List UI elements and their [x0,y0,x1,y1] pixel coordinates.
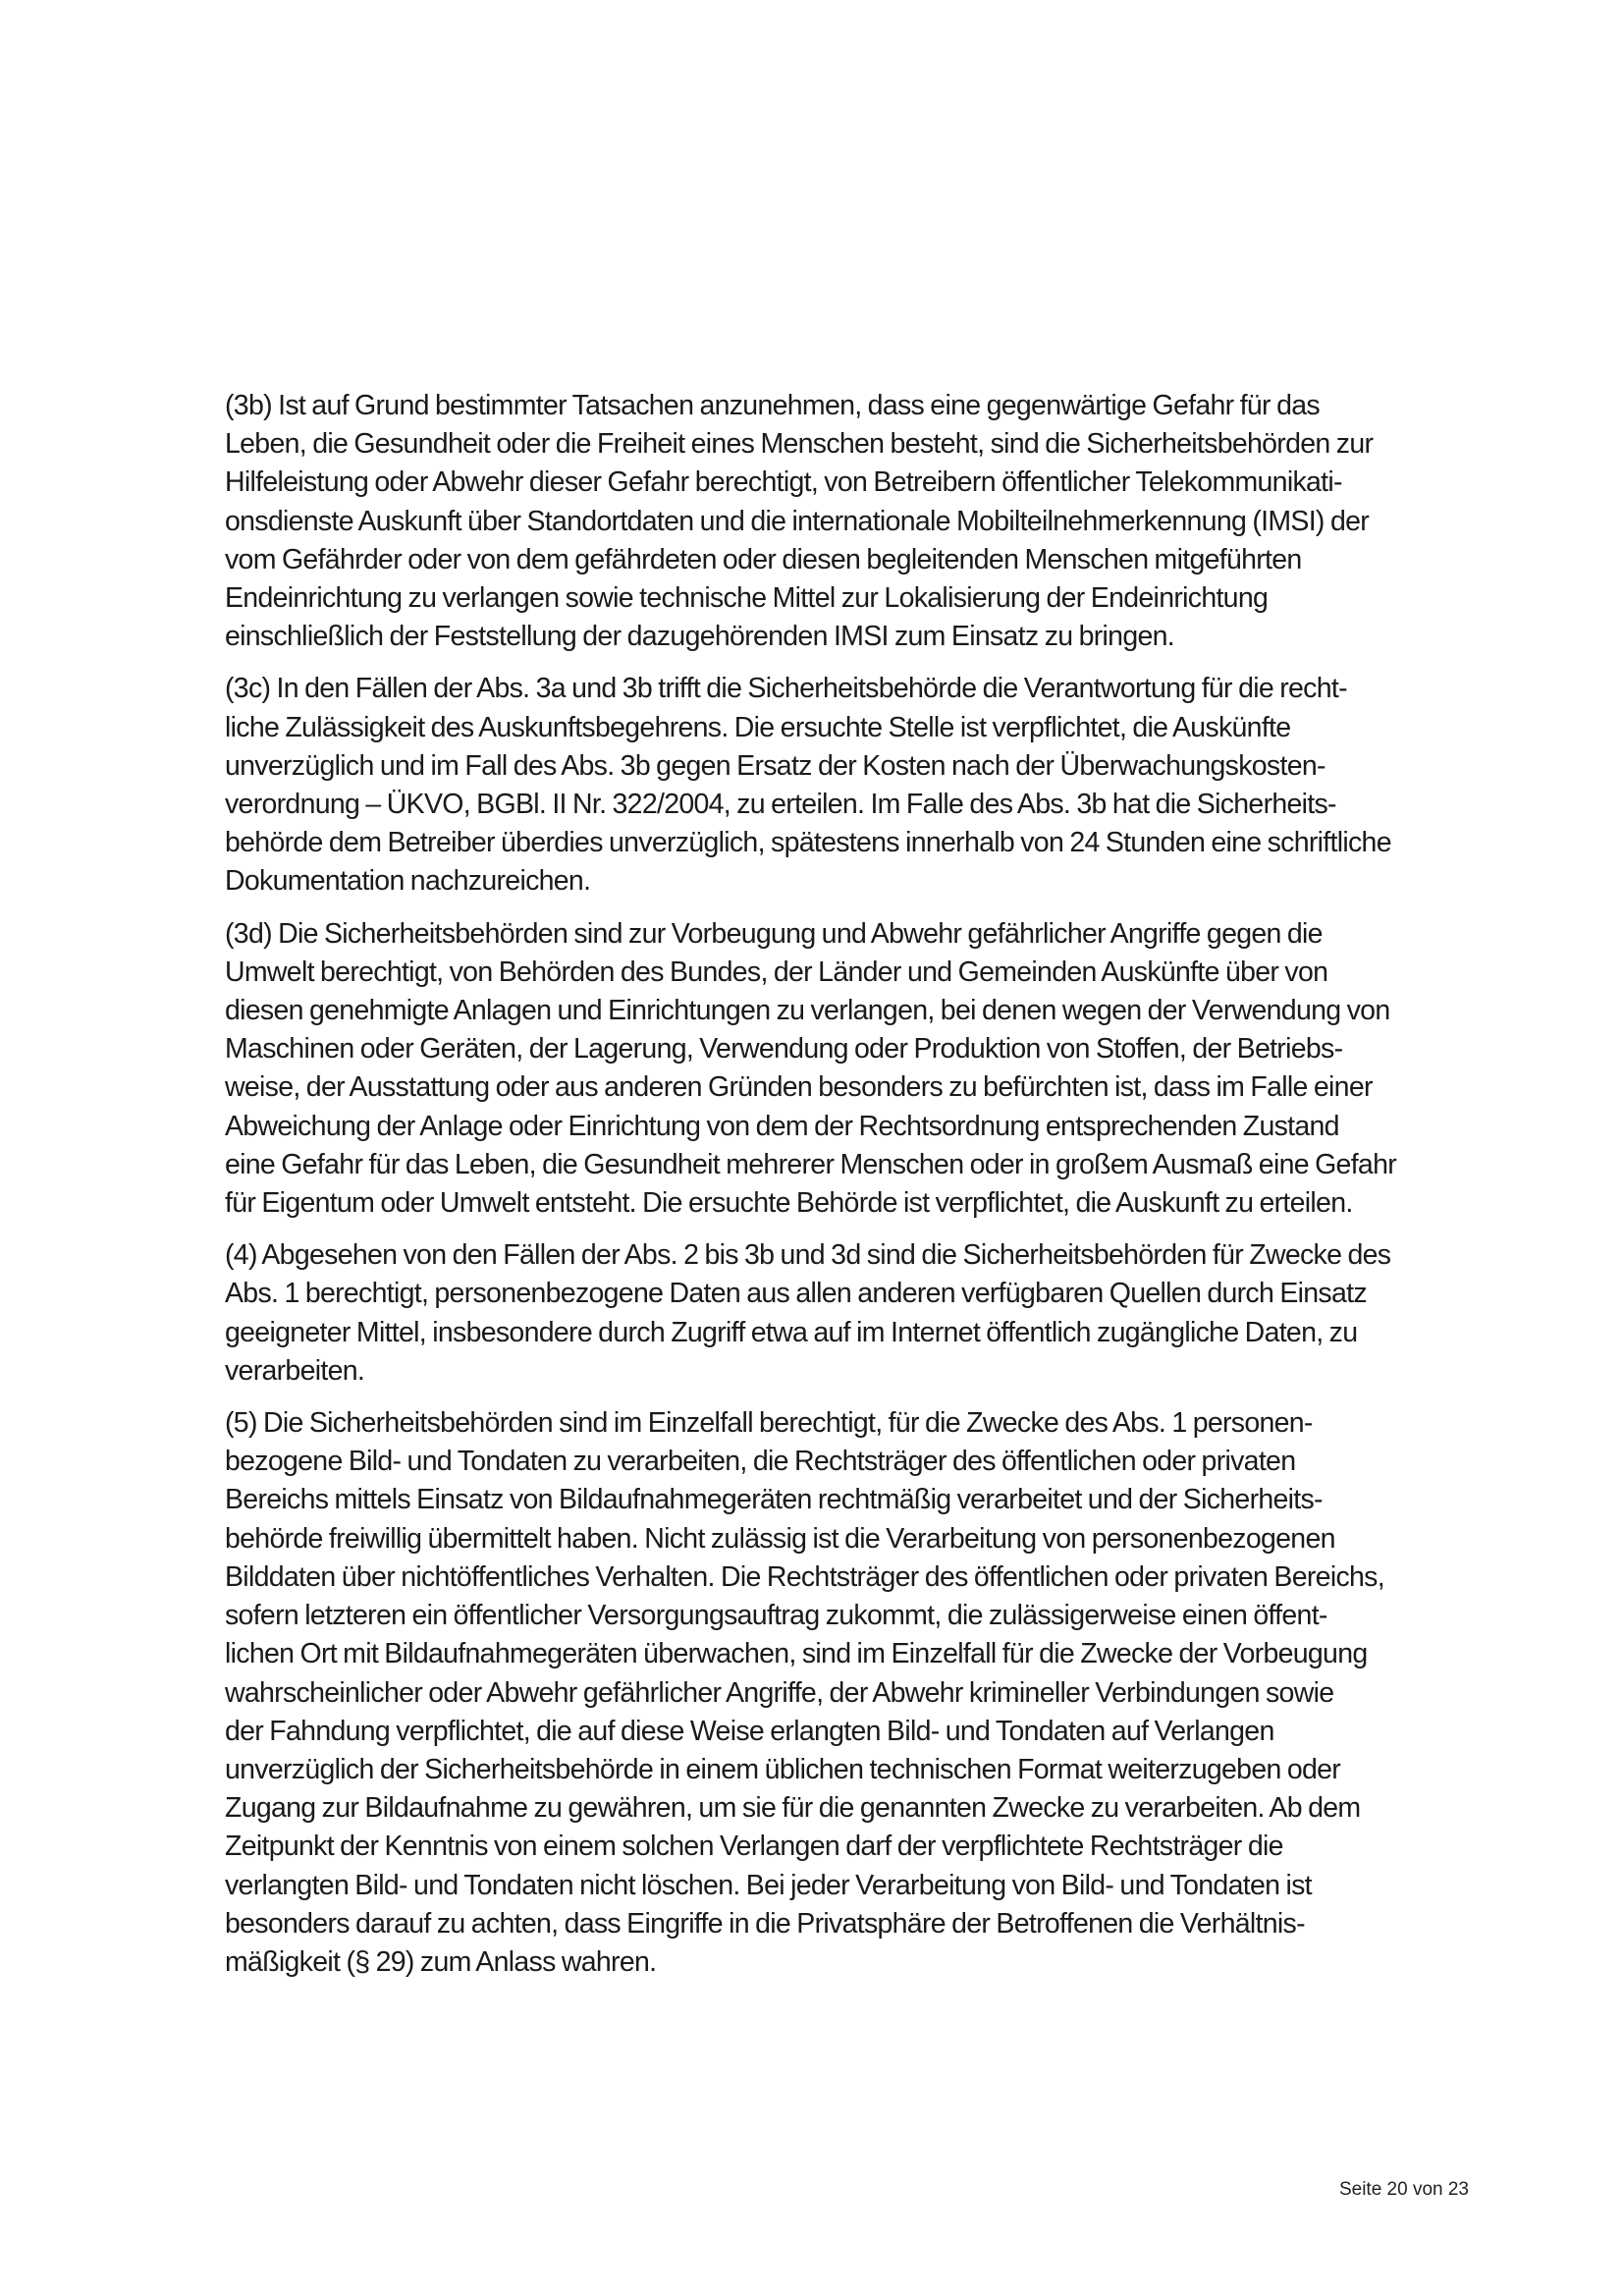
paragraph-line: Hilfeleistung oder Abwehr dieser Gefahr berechtigt, von Betreibern öffentlicher Telekommunikati- [225,466,1342,499]
paragraph-5 [225,1404,1501,1982]
paragraph-4 [225,1236,1501,1391]
paragraph-line: bezogene Bild- und Tondaten zu verarbeiten, die Rechtsträger des öffentlichen oder privaten [225,1446,1296,1478]
paragraph-line: unverzüglich und im Fall des Abs. 3b gegen Ersatz der Kosten nach der Überwachungskosten- [225,749,1325,782]
paragraph-line: einschließlich der Feststellung der dazugehörenden IMSI zum Einsatz zu bringen. [225,621,1175,653]
paragraph-line: liche Zulässigkeit des Auskunftsbegehrens. Die ersuchte Stelle ist verpflichtet, die Auskünfte [225,711,1291,743]
paragraph-line: Endeinrichtung zu verlangen sowie technische Mittel zur Lokalisierung der Endeinrichtung [225,582,1269,615]
paragraph-line: (5) Die Sicherheitsbehörden sind im Einzelfall berechtigt, für die Zwecke des Abs. 1 personen- [225,1407,1313,1440]
paragraph-line: geeigneter Mittel, insbesondere durch Zugriff etwa auf im Internet öffentlich zugängliche Daten, zu [225,1316,1358,1348]
paragraph-3c [225,670,1501,901]
paragraph-line: eine Gefahr für das Leben, die Gesundheit mehrerer Menschen oder in großem Ausmaß eine Gefahr [225,1148,1397,1180]
paragraph-line: Bilddaten über nichtöffentliches Verhalten. Die Rechtsträger des öffentlichen oder privaten Bereichs, [225,1560,1384,1593]
paragraph-line: behörde freiwillig übermittelt haben. Nicht zulässig ist die Verarbeitung von personenbezogenen [225,1522,1335,1555]
paragraph-line: Leben, die Gesundheit oder die Freiheit eines Menschen besteht, sind die Sicherheitsbehörden zur [225,428,1374,461]
paragraph-line: unverzüglich der Sicherheitsbehörde in einem üblichen technischen Format weiterzugeben oder [225,1753,1341,1785]
paragraph-line: (3b) Ist auf Grund bestimmter Tatsachen anzunehmen, dass eine gegenwärtige Gefahr für das [225,390,1320,421]
paragraph-line: verlangten Bild- und Tondaten nicht löschen. Bei jeder Verarbeitung von Bild- und Tondaten ist [225,1869,1312,1901]
paragraph-line: Abs. 1 berechtigt, personenbezogene Daten aus allen anderen verfügbaren Quellen durch Einsatz [225,1278,1367,1310]
paragraph-line: besonders darauf zu achten, dass Eingriffe in die Privatsphäre der Betroffenen die Verhältnis- [225,1907,1305,1940]
paragraph-line: Zeitpunkt der Kenntnis von einem solchen Verlangen darf der verpflichtete Rechtsträger die [225,1831,1283,1863]
page-number: Seite 20 von 23 [1338,2179,1469,2200]
paragraph-line: lichen Ort mit Bildaufnahmegeräten überwachen, sind im Einzelfall für die Zwecke der Vorbeugung [225,1638,1368,1670]
paragraph-line: onsdienste Auskunft über Standortdaten und die internationale Mobilteilnehmerkennung (IMSI) der [225,505,1370,537]
paragraph-line: vom Gefährder oder von dem gefährdeten oder diesen begleitenden Menschen mitgeführten [225,543,1302,575]
paragraph-line: mäßigkeit (§ 29) zum Anlass wahren. [225,1945,657,1978]
paragraph-line: (3c) In den Fällen der Abs. 3a und 3b trifft die Sicherheitsbehörde die Verantwortung für die recht- [225,673,1347,705]
paragraph-line: der Fahndung verpflichtet, die auf diese Weise erlangten Bild- und Tondaten auf Verlangen [225,1715,1274,1747]
paragraph-3b [225,387,1501,656]
paragraph-line: (3d) Die Sicherheitsbehörden sind zur Vorbeugung und Abwehr gefährlicher Angriffe gegen die [225,917,1323,950]
paragraph-line: sofern letzteren ein öffentlicher Versorgungsauftrag zukommt, die zulässigerweise einen öffent- [225,1600,1327,1632]
paragraph-line: verarbeiten. [225,1354,365,1387]
paragraph-line: Abweichung der Anlage oder Einrichtung von dem der Rechtsordnung entsprechenden Zustand [225,1110,1339,1142]
paragraph-line: Maschinen oder Geräten, der Lagerung, Verwendung oder Produktion von Stoffen, der Betriebs- [225,1033,1343,1066]
paragraph-line: wahrscheinlicher oder Abwehr gefährlicher Angriffe, der Abwehr krimineller Verbindungen sowie [225,1676,1334,1709]
paragraph-line: Dokumentation nachzureichen. [225,865,591,898]
paragraph-line: Bereichs mittels Einsatz von Bildaufnahmegeräten rechtmäßig verarbeitet und der Sicherheits- [225,1484,1323,1516]
paragraph-line: für Eigentum oder Umwelt entsteht. Die ersuchte Behörde ist verpflichtet, die Auskunft zu erteilen. [225,1187,1353,1220]
document-body [225,387,1501,1995]
paragraph-line: (4) Abgesehen von den Fällen der Abs. 2 bis 3b und 3d sind die Sicherheitsbehörden für Zwecke des [225,1239,1391,1272]
paragraph-line: diesen genehmigte Anlagen und Einrichtungen zu verlangen, bei denen wegen der Verwendung von [225,995,1390,1027]
paragraph-3d [225,915,1501,1224]
paragraph-line: verordnung – ÜKVO, BGBl. II Nr. 322/2004, zu erteilen. Im Falle des Abs. 3b hat die Sicherheits- [225,789,1336,821]
paragraph-line: Zugang zur Bildaufnahme zu gewähren, um sie für die genannten Zwecke zu verarbeiten. Ab dem [225,1792,1361,1825]
paragraph-line: behörde dem Betreiber überdies unverzüglich, spätestens innerhalb von 24 Stunden eine schriftliche [225,827,1391,859]
paragraph-line: Umwelt berechtigt, von Behörden des Bundes, der Länder und Gemeinden Auskünfte über von [225,956,1328,988]
paragraph-line: weise, der Ausstattung oder aus anderen Gründen besonders zu befürchten ist, dass im Falle einer [225,1071,1373,1104]
